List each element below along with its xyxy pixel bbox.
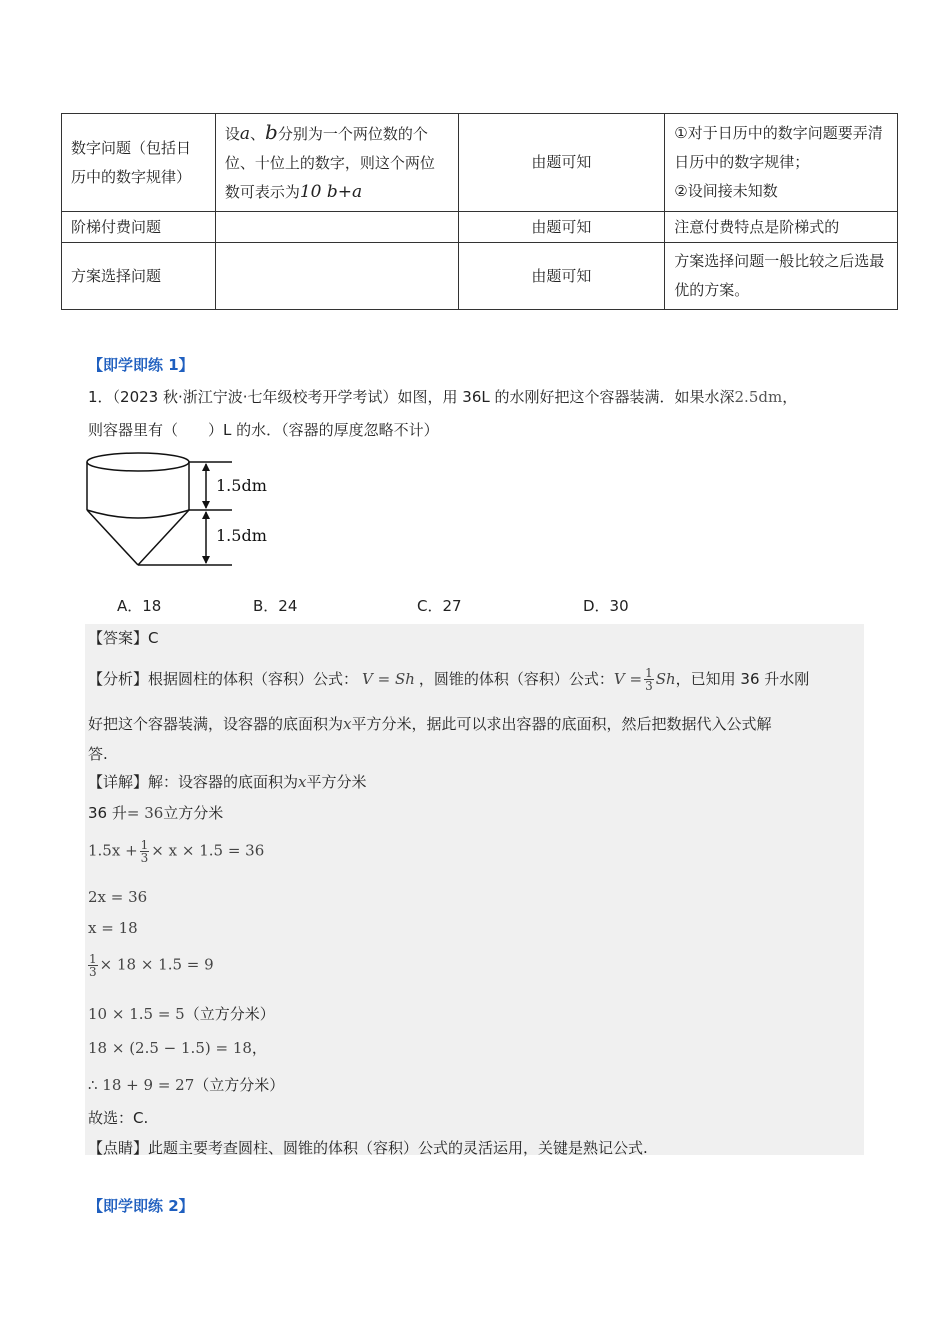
detail-line: 【详解】解：设容器的底面积为x平方分米	[88, 773, 367, 791]
step-4: x = 18	[88, 919, 138, 937]
option-c: C．27	[417, 597, 462, 615]
analysis-line-3: 答.	[88, 745, 108, 763]
step-2: 1.5x + $\frac{1}{3}$ × x × 1.5 = 36	[88, 838, 265, 865]
type-cell: 阶梯付费问题	[62, 212, 216, 243]
relation-cell	[215, 243, 458, 310]
practice-2-heading: 【即学即练 2】	[88, 1197, 194, 1215]
comment-line: 【点睛】此题主要考查圆柱、圆锥的体积（容积）公式的灵活运用，关键是熟记公式.	[88, 1139, 648, 1157]
analysis-line-2: 好把这个容器装满，设容器的底面积为x平方分米，据此可以求出容器的底面积，然后把数据代入公式解	[88, 715, 772, 733]
answer-line: 【答案】C	[88, 629, 159, 647]
step-6: 10 × 1.5 = 5（立方分米）	[88, 1005, 275, 1023]
two-digit-formula: 10 b+a	[299, 182, 363, 202]
relation-cell: 设a、b分别为一个两位数的个位、十位上的数字，则这个两位数可表示为10 b+a	[215, 114, 458, 212]
practice-1-heading: 【即学即练 1】	[88, 356, 194, 374]
question-line-1: 1．（2023 秋·浙江宁波·七年级校考开学考试）如图，用 36L 的水刚好把这个容器装满．如果水深2.5dm，	[88, 388, 798, 406]
step-1: 36 升= 36立方分米	[88, 804, 224, 822]
question-line-2: 则容器里有（ ）L 的水．（容器的厚度忽略不计）	[88, 421, 439, 439]
step-7: 18 × (2.5 − 1.5) = 18，	[88, 1039, 267, 1057]
notes-cell: 注意付费特点是阶梯式的	[665, 212, 898, 243]
choice-line: 故选：C.	[88, 1109, 149, 1127]
table-row	[62, 212, 898, 243]
cylinder-top-ellipse	[87, 453, 189, 471]
container-figure	[82, 448, 282, 570]
relation-cell	[215, 212, 458, 243]
analysis-line-1: 【分析】根据圆柱的体积（容积）公式： V = Sh ，圆锥的体积（容积）公式：V = $\frac{1}{3}$ Sh，已知用 36 升水刚	[88, 666, 810, 693]
type-cell: 方案选择问题	[62, 243, 216, 310]
equation-cell: 由题可知	[458, 243, 665, 310]
dimension-label-top: 1.5dm	[216, 476, 267, 495]
notes-cell: ①对于日历中的数字问题要弄清日历中的数字规律； ②设间接未知数	[665, 114, 898, 212]
table-row	[62, 114, 898, 212]
step-8: ∴ 18 + 9 = 27（立方分米）	[88, 1076, 285, 1094]
step-3: 2x = 36	[88, 888, 148, 906]
method-table	[61, 113, 898, 310]
equation-cell: 由题可知	[458, 212, 665, 243]
option-d: D．30	[583, 597, 629, 615]
equation-cell: 由题可知	[458, 114, 665, 212]
step-5: $\frac{1}{3}$ × 18 × 1.5 = 9	[89, 952, 214, 979]
option-a: A．18	[117, 597, 162, 615]
notes-cell: 方案选择问题一般比较之后选最优的方案。	[665, 243, 898, 310]
dimension-label-bottom: 1.5dm	[216, 526, 267, 545]
type-cell: 数字问题（包括日历中的数字规律）	[62, 114, 216, 212]
table-row	[62, 243, 898, 310]
option-b: B．24	[253, 597, 298, 615]
